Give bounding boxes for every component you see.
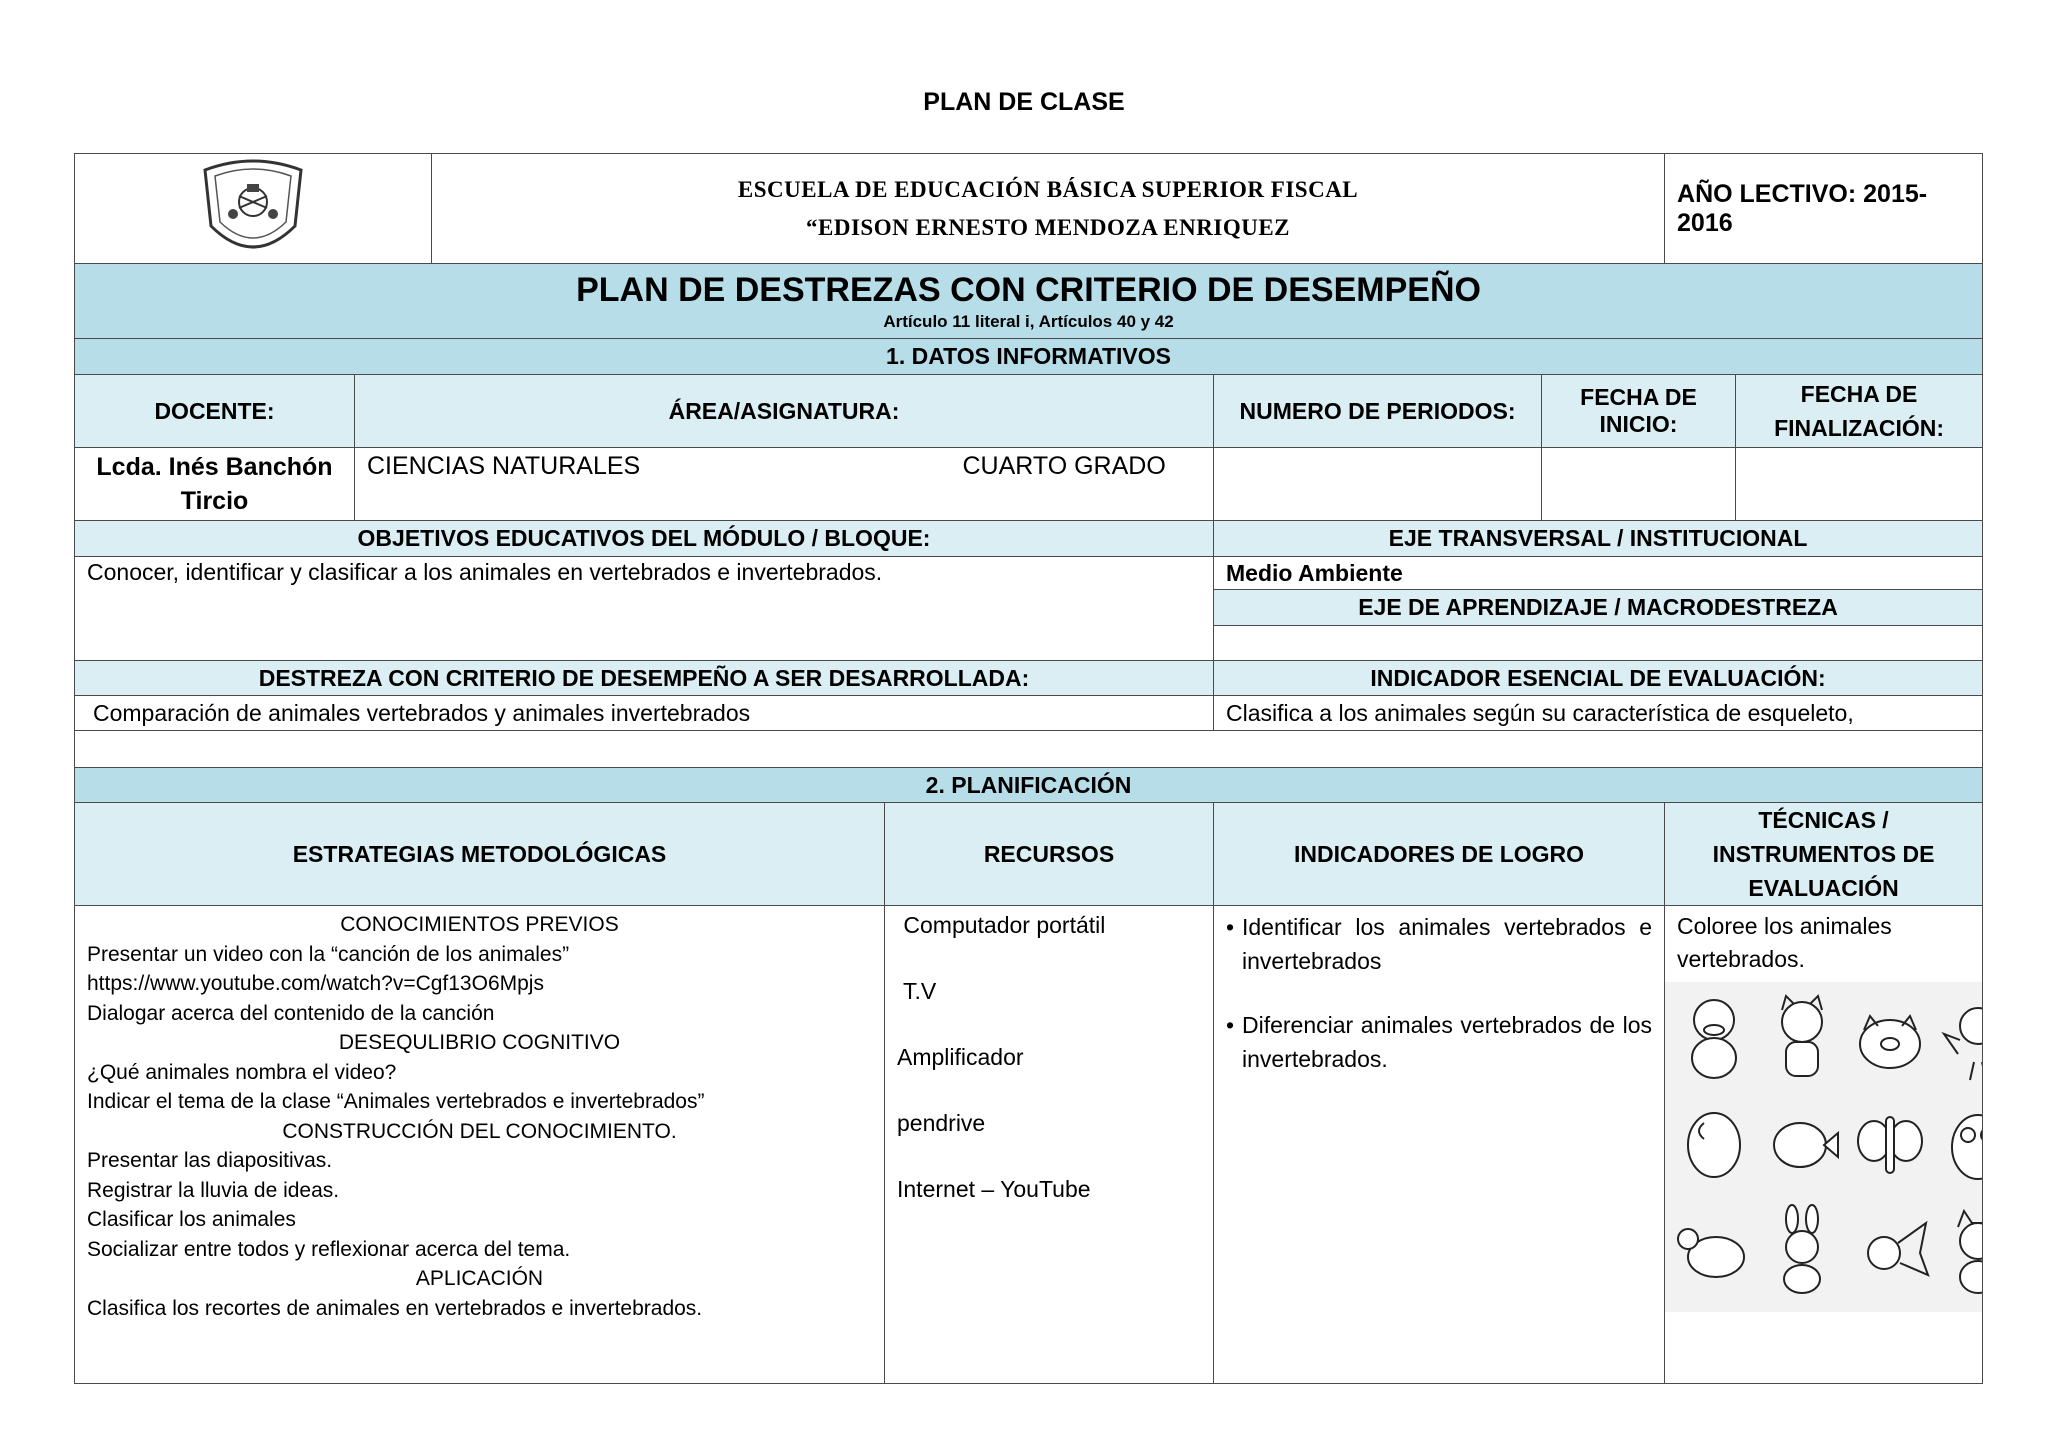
- estrategia-line: CONOCIMIENTOS PREVIOS: [340, 913, 619, 936]
- plan-title-cell: [75, 264, 1983, 339]
- area-value-cell: [355, 448, 1214, 521]
- eje-aprendizaje-value: [1214, 626, 1983, 661]
- estrategia-line: CONSTRUCCIÓN DEL CONOCIMIENTO.: [282, 1119, 677, 1143]
- indicador-item: [1226, 1008, 1652, 1076]
- destreza-label: DESTREZA CON CRITERIO DE DESEMPEÑO A SER DESARROLLADA:: [75, 661, 1214, 696]
- col-recursos: RECURSOS: [885, 803, 1214, 906]
- section-planificacion: 2. PLANIFICACIÓN: [75, 768, 1983, 803]
- recurso-item: Amplificador: [897, 1044, 1024, 1070]
- fish-drawing-icon: [1761, 1097, 1843, 1193]
- school-name-line1: ESCUELA DE EDUCACIÓN BÁSICA SUPERIOR FISCAL: [737, 176, 1359, 202]
- owl-drawing-icon: [1937, 1097, 1983, 1193]
- fecha-fin-label: FECHA DE FINALIZACIÓN:: [1736, 375, 1983, 448]
- bullet-icon: •: [1226, 914, 1235, 940]
- recurso-item: Internet – YouTube: [897, 1176, 1091, 1202]
- destreza-value: Comparación de animales vertebrados y animales invertebrados: [75, 696, 1214, 731]
- estrategia-line: Clasifica los recortes de animales en vertebrados e invertebrados.: [87, 1296, 703, 1320]
- indicador-esencial-label: INDICADOR ESENCIAL DE EVALUACIÓN:: [1214, 661, 1983, 696]
- parrot-drawing-icon: [1673, 1097, 1755, 1193]
- indicador-text: Identificar los animales vertebrados e invertebrados: [1242, 914, 1653, 974]
- turtle-drawing-icon: [1673, 1203, 1755, 1299]
- school-year: AÑO LECTIVO: 2015-2016: [1665, 154, 1983, 264]
- estrategia-line: Registrar la lluvia de ideas.: [87, 1178, 340, 1202]
- plan-subtitle: Artículo 11 literal i, Artículos 40 y 42: [883, 312, 1174, 331]
- estrategia-line: Clasificar los animales: [87, 1208, 296, 1231]
- grado-value: CUARTO GRADO: [962, 452, 1166, 480]
- animal-drawings: [1665, 982, 1983, 1312]
- recurso-item: Computador portátil: [897, 912, 1106, 938]
- estrategia-line: Indicar el tema de la clase “Animales vertebrados e invertebrados”: [87, 1090, 705, 1113]
- school-name-cell: [432, 154, 1665, 264]
- indicador-item: [1226, 910, 1652, 978]
- recurso-item: pendrive: [897, 1110, 986, 1136]
- col-tecnicas: TÉCNICAS / INSTRUMENTOS DE EVALUACIÓN: [1665, 803, 1983, 906]
- recurso-item: T.V: [897, 978, 937, 1004]
- pig-drawing-icon: [1849, 990, 1931, 1086]
- bird-drawing-icon: [1937, 990, 1983, 1086]
- plan-title: PLAN DE DESTREZAS CON CRITERIO DE DESEMPEÑO: [576, 271, 1481, 309]
- estrategia-link[interactable]: https://www.youtube.com/watch?v=Cgf13O6Mpjs: [87, 972, 544, 995]
- area-value: CIENCIAS NATURALES: [367, 452, 641, 480]
- fecha-inicio-value: [1542, 448, 1736, 521]
- rabbit-drawing-icon: [1761, 1203, 1843, 1299]
- estrategia-line: Presentar un video con la “canción de los animales”: [87, 942, 570, 966]
- school-name-line2: “EDISON ERNESTO MENDOZA ENRIQUEZ: [806, 214, 1291, 240]
- indicador-text: Diferenciar animales vertebrados de los invertebrados.: [1242, 1012, 1653, 1072]
- periodos-value: [1214, 448, 1542, 521]
- school-logo-icon: [195, 156, 311, 262]
- fecha-fin-value: [1736, 448, 1983, 521]
- duck-drawing-icon: [1673, 990, 1755, 1086]
- fecha-inicio-label: FECHA DE INICIO:: [1542, 375, 1736, 448]
- bat-drawing-icon: [1849, 1203, 1931, 1299]
- objetivos-value: Conocer, identificar y clasificar a los animales en vertebrados e invertebrados.: [75, 557, 1214, 661]
- area-label: ÁREA/ASIGNATURA:: [355, 375, 1214, 448]
- estrategia-line: Socializar entre todos y reflexionar acerca del tema.: [87, 1237, 571, 1261]
- bullet-icon: •: [1226, 1012, 1235, 1038]
- plan-table: [74, 153, 1983, 1384]
- estrategia-line: APLICACIÓN: [415, 1267, 544, 1290]
- estrategias-cell: [75, 906, 885, 1384]
- cat-drawing-icon: [1761, 990, 1843, 1086]
- recursos-cell: [885, 906, 1214, 1384]
- spacer-row: [75, 731, 1983, 768]
- estrategia-line: ¿Qué animales nombra el video?: [87, 1060, 397, 1084]
- wolf-drawing-icon: [1937, 1203, 1983, 1299]
- objetivos-label: OBJETIVOS EDUCATIVOS DEL MÓDULO / BLOQUE:: [75, 521, 1214, 557]
- estrategia-line: DESEQULIBRIO COGNITIVO: [338, 1031, 621, 1054]
- indicador-esencial-value: Clasifica a los animales según su característica de esqueleto,: [1214, 696, 1983, 731]
- tecnicas-cell: [1665, 906, 1983, 1384]
- indicadores-cell: [1214, 906, 1665, 1384]
- docente-label: DOCENTE:: [75, 375, 355, 448]
- eje-aprendizaje-label: EJE DE APRENDIZAJE / MACRODESTREZA: [1214, 590, 1983, 626]
- eje-transversal-label: EJE TRANSVERSAL / INSTITUCIONAL: [1214, 521, 1983, 557]
- school-logo-cell: [75, 154, 432, 264]
- estrategia-line: Presentar las diapositivas.: [87, 1149, 333, 1172]
- estrategia-line: Dialogar acerca del contenido de la canción: [87, 1001, 495, 1025]
- eje-transversal-value: Medio Ambiente: [1214, 557, 1983, 590]
- butterfly-drawing-icon: [1849, 1097, 1931, 1193]
- section-datos-informativos: 1. DATOS INFORMATIVOS: [75, 339, 1983, 375]
- col-indicadores: INDICADORES DE LOGRO: [1214, 803, 1665, 906]
- tecnicas-text: Coloree los animales vertebrados.: [1677, 913, 1892, 972]
- document-title: PLAN DE CLASE: [923, 88, 1125, 116]
- periodos-label: NUMERO DE PERIODOS:: [1214, 375, 1542, 448]
- docente-value: Lcda. Inés Banchón Tircio: [75, 448, 355, 521]
- col-estrategias: ESTRATEGIAS METODOLÓGICAS: [75, 803, 885, 906]
